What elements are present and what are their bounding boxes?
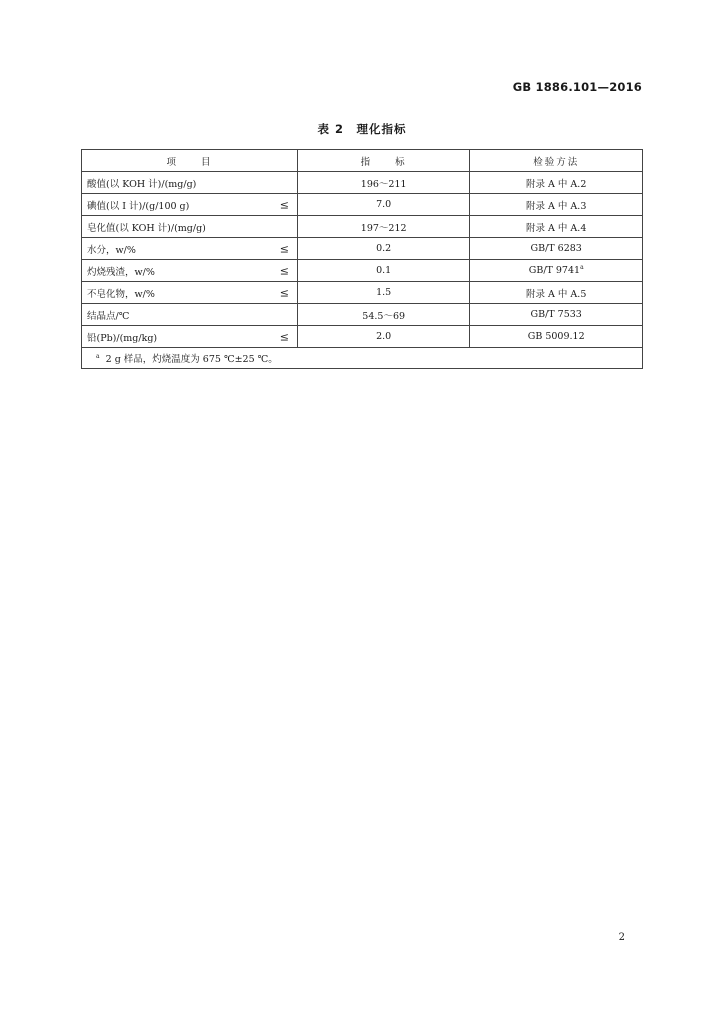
le-symbol: ≤ — [279, 286, 289, 299]
page-number: 2 — [618, 932, 625, 943]
row-item-label: 酸值(以 KOH 计)/(mg/g) — [87, 178, 197, 190]
row-item — [82, 304, 298, 326]
column-header-spec: 指 标 — [297, 150, 469, 172]
standard-code: GB 1886.101—2016 — [512, 80, 642, 94]
table-row — [82, 216, 643, 238]
table-row — [82, 238, 643, 260]
row-item-label: 皂化值(以 KOH 计)/(mg/g) — [87, 222, 206, 234]
column-header-method: 检验方法 — [470, 150, 643, 172]
row-item — [82, 238, 298, 260]
row-item — [82, 326, 298, 348]
row-method-label: GB/T 7533 — [530, 309, 582, 321]
row-method — [470, 238, 643, 260]
row-item — [82, 282, 298, 304]
row-item — [82, 194, 298, 216]
footnote-mark: a — [96, 352, 100, 360]
row-item-label: 结晶点/℃ — [87, 310, 130, 322]
row-spec: 7.0 — [297, 194, 469, 216]
row-spec: 197～212 — [297, 216, 469, 238]
le-symbol: ≤ — [279, 264, 289, 277]
table-row — [82, 260, 643, 282]
table-row — [82, 282, 643, 304]
row-method-label: GB/T 9741 — [528, 265, 581, 277]
row-method — [470, 194, 643, 216]
row-item-label: 灼烧残渣，w/% — [87, 266, 155, 278]
row-method — [470, 282, 643, 304]
table-footnote — [82, 348, 643, 369]
row-method-label: 附录 A 中 A.4 — [526, 222, 587, 234]
row-spec: 2.0 — [297, 326, 469, 348]
table-title: 表 2 理化指标 — [317, 122, 407, 136]
row-item — [82, 260, 298, 282]
row-method-label: GB/T 6283 — [530, 243, 582, 255]
table-header-row — [82, 150, 643, 172]
row-item-label: 不皂化物，w/% — [87, 288, 155, 300]
row-method-label: 附录 A 中 A.5 — [526, 288, 587, 300]
row-spec: 54.5～69 — [297, 304, 469, 326]
physicochemical-indicators-table — [81, 149, 643, 369]
row-method — [470, 260, 643, 282]
table-row — [82, 326, 643, 348]
table-row — [82, 304, 643, 326]
row-method-label: 附录 A 中 A.3 — [526, 200, 587, 212]
row-method — [470, 216, 643, 238]
table-footnote-row — [82, 348, 643, 369]
le-symbol: ≤ — [279, 198, 289, 211]
table-row — [82, 194, 643, 216]
row-spec: 196～211 — [297, 172, 469, 194]
row-spec: 1.5 — [297, 282, 469, 304]
row-method-label: 附录 A 中 A.2 — [526, 178, 587, 190]
row-method — [470, 172, 643, 194]
footnote-text: 2 g 样品，灼烧温度为 675 ℃±25 ℃。 — [105, 354, 278, 365]
row-item — [82, 172, 298, 194]
column-header-item: 项 目 — [82, 150, 298, 172]
row-method-label: GB 5009.12 — [527, 331, 585, 343]
row-item-label: 碘值(以 I 计)/(g/100 g) — [87, 200, 190, 212]
row-item — [82, 216, 298, 238]
row-method — [470, 326, 643, 348]
row-spec: 0.2 — [297, 238, 469, 260]
row-method — [470, 304, 643, 326]
table-row — [82, 172, 643, 194]
row-item-label: 铅(Pb)/(mg/kg) — [87, 332, 158, 344]
le-symbol: ≤ — [279, 242, 289, 255]
row-item-label: 水分，w/% — [87, 244, 136, 256]
le-symbol: ≤ — [279, 330, 289, 343]
row-method-sup: a — [580, 264, 584, 272]
row-spec: 0.1 — [297, 260, 469, 282]
